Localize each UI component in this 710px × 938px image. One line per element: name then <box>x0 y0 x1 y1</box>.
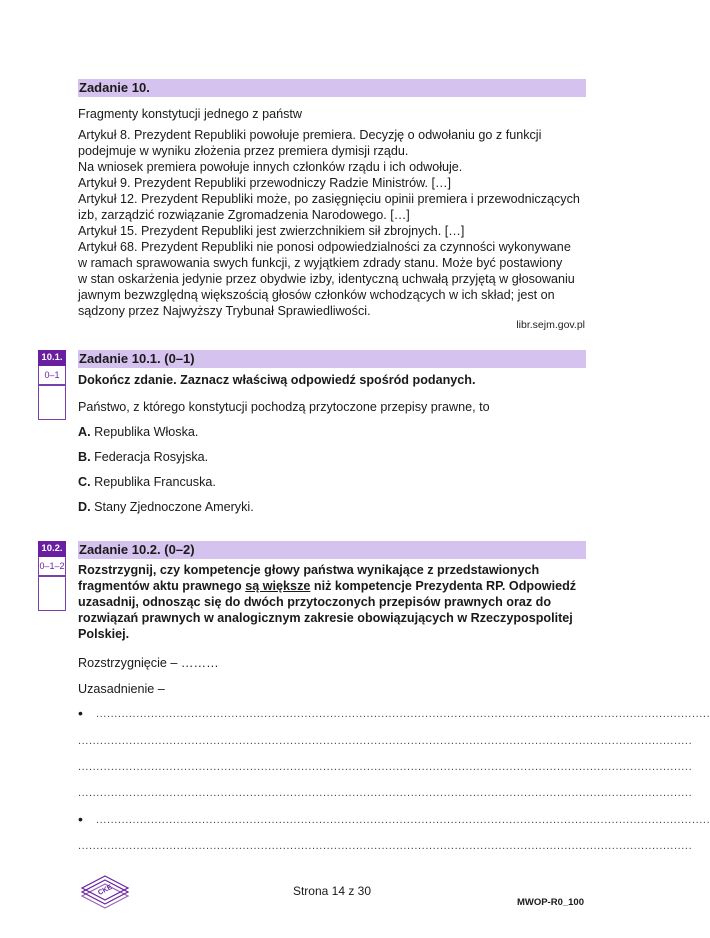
option-letter: B. <box>78 450 91 464</box>
bullet-icon: • <box>78 811 83 827</box>
option-letter: D. <box>78 500 91 514</box>
score-box-10-2 <box>38 541 66 611</box>
page-number: Strona 14 z 30 <box>292 884 372 898</box>
instruction-line: Polskiej. <box>78 627 130 641</box>
instruction-line: uzasadnij, odnosząc się do dwóch przytoczonych przepisów prawnych oraz do <box>78 595 552 609</box>
excerpt-line: Artykuł 12. Prezydent Republiki może, po zasięgnięciu opinii premiera i przewodniczących <box>78 192 580 206</box>
points-scale: 0–1 <box>38 366 66 385</box>
question-instruction: Dokończ zdanie. Zaznacz właściwą odpowiedź spośród podanych. <box>78 373 476 387</box>
option-letter: C. <box>78 475 91 489</box>
emphasis-underlined: są większe <box>245 579 311 593</box>
instruction-line: rozwiązań prawnych w analogicznym zakresie obowiązujących w Rzeczypospolitej <box>78 611 573 625</box>
answer-option-a[interactable] <box>78 424 198 440</box>
excerpt-line: jawnym bezwzględną większością głosów członków wchodzących w ich skład; jest on <box>78 288 555 302</box>
bullet-icon: • <box>78 705 83 721</box>
logo-text: CKE <box>97 883 114 897</box>
score-entry-box[interactable] <box>38 385 66 420</box>
option-text: Stany Zjednoczone Ameryki. <box>94 500 254 514</box>
dotted-line: ........................................................................................................................................................................ <box>96 708 710 720</box>
excerpt-line: izb, zarządzić rozwiązanie Zgromadzenia Narodowego. […] <box>78 208 410 222</box>
instruction-line: Rozstrzygnij, czy kompetencje głowy państwa wynikające z przedstawionych <box>78 563 540 577</box>
dotted-line: ........................................................................................................................................................................ <box>96 814 710 826</box>
option-letter: A. <box>78 425 91 439</box>
task-title-bar <box>78 79 586 97</box>
score-box-10-1 <box>38 350 66 420</box>
question-title-bar <box>78 350 586 368</box>
option-text: Republika Francuska. <box>94 475 216 489</box>
option-text: Federacja Rosyjska. <box>94 450 209 464</box>
question-title: Zadanie 10.2. (0–2) <box>79 542 195 557</box>
answer-line[interactable]: ........................................................................................................................................................................ <box>78 761 693 773</box>
answer-option-c[interactable] <box>78 474 216 490</box>
answer-line[interactable]: ........................................................................................................................................................................ <box>78 735 693 747</box>
excerpt-line: w ramach sprawowania swych funkcji, z wyjątkiem zdrady stanu. Może być postawiony <box>78 256 563 270</box>
question-stem: Państwo, z którego konstytucji pochodzą przytoczone przepisy prawne, to <box>78 400 490 414</box>
score-entry-box[interactable] <box>38 576 66 611</box>
excerpt-line: sądzony przez Najwyższy Trybunał Sprawiedliwości. <box>78 304 371 318</box>
decision-label: Rozstrzygnięcie – ……… <box>78 656 219 670</box>
question-number: 10.1. <box>38 350 66 366</box>
task-intro: Fragmenty konstytucji jednego z państw <box>78 107 303 121</box>
excerpt-line: podejmuje w wyniku złożenia przez premiera dymisji rządu. <box>78 144 409 158</box>
question-title-bar <box>78 541 586 559</box>
points-scale: 0–1–2 <box>38 557 66 576</box>
excerpt-line: Artykuł 15. Prezydent Republiki jest zwierzchnikiem sił zbrojnych. […] <box>78 224 465 238</box>
excerpt-line: Artykuł 9. Prezydent Republiki przewodniczy Radzie Ministrów. […] <box>78 176 452 190</box>
instruction-line: fragmentów aktu prawnego są większe niż kompetencje Prezydenta RP. Odpowiedź <box>78 579 577 593</box>
exam-code: MWOP-R0_100 <box>516 897 584 908</box>
source-citation: libr.sejm.gov.pl <box>516 319 585 331</box>
excerpt-line: Artykuł 8. Prezydent Republiki powołuje premiera. Decyzję o odwołaniu go z funkcji <box>78 128 542 142</box>
excerpt-line: Na wniosek premiera powołuje innych członków rządu i ich odwołuje. <box>78 160 463 174</box>
answer-line[interactable]: ........................................................................................................................................................................ <box>78 787 693 799</box>
excerpt-line: Artykuł 68. Prezydent Republiki nie ponosi odpowiedzialności za czynności wykonywane <box>78 240 571 254</box>
task-title: Zadanie 10. <box>79 80 150 95</box>
answer-line-bullet-1[interactable] <box>78 705 710 722</box>
justification-label: Uzasadnienie – <box>78 682 165 696</box>
answer-option-b[interactable] <box>78 449 208 465</box>
option-text: Republika Włoska. <box>94 425 199 439</box>
answer-line[interactable]: ........................................................................................................................................................................ <box>78 840 693 852</box>
question-number: 10.2. <box>38 541 66 557</box>
question-title: Zadanie 10.1. (0–1) <box>79 351 195 366</box>
excerpt-line: w stan oskarżenia jedynie przez obydwie izby, identyczną uchwałą przyjętą w głosowaniu <box>78 272 575 286</box>
answer-line-bullet-2[interactable] <box>78 811 710 828</box>
answer-option-d[interactable] <box>78 499 254 515</box>
